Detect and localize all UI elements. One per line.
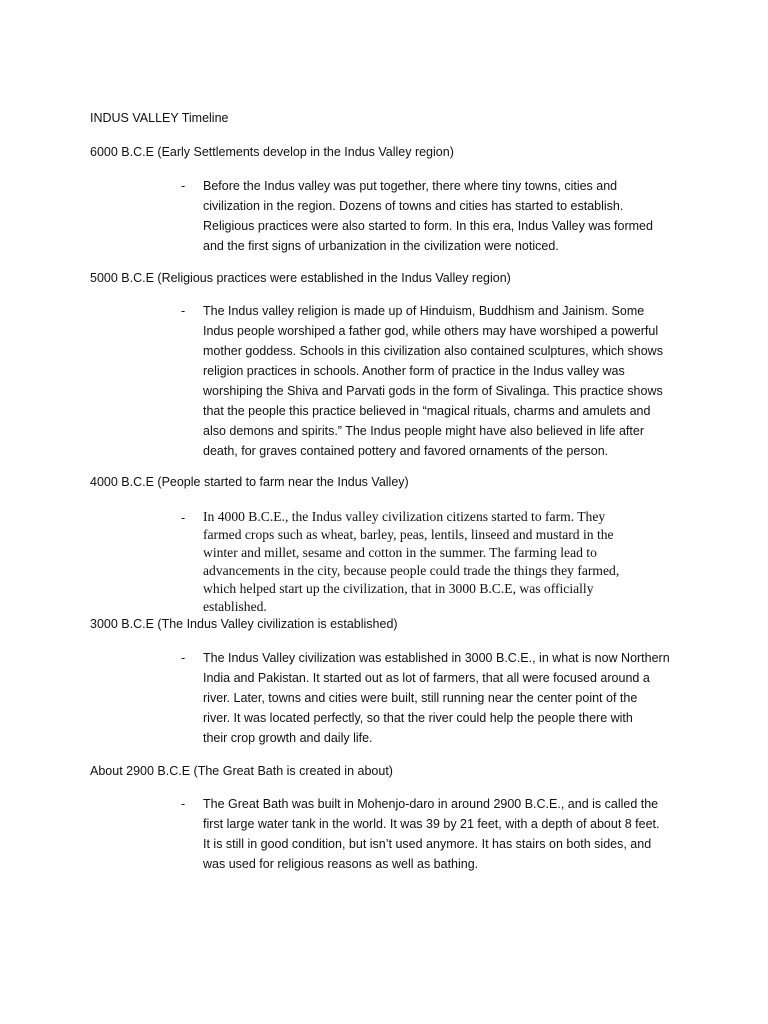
body-line: also demons and spirits.” The Indus people might have also believed in life after (203, 424, 644, 438)
bullet-marker: - (181, 651, 186, 665)
body-line: and the first signs of urbanization in the civilization were noticed. (203, 239, 559, 253)
bullet-marker: - (181, 304, 186, 318)
bullet-marker: - (181, 511, 186, 525)
body-line: their crop growth and daily life. (203, 731, 373, 745)
body-line: India and Pakistan. It started out as lot of farmers, that all were focused around a (203, 671, 650, 685)
section-body-4000-bce (203, 508, 683, 616)
body-line: death, for graves contained pottery and favored ornaments of the person. (203, 444, 609, 458)
body-line: The Indus valley religion is made up of Hinduism, Buddhism and Jainism. Some (203, 304, 645, 318)
section-heading-2900-bce: About 2900 B.C.E (The Great Bath is created in about) (90, 764, 393, 778)
bullet-marker: - (181, 179, 186, 193)
body-line: river. Later, towns and cities were built, still running near the center point of the (203, 691, 638, 705)
body-line: Indus people worshiped a father god, while others may have worshiped a powerful (203, 324, 659, 338)
body-line: was used for religious reasons as well as bathing. (203, 857, 479, 871)
body-line: which helped start up the civilization, that in 3000 B.C.E, was officially (203, 581, 594, 596)
body-line: river. It was located perfectly, so that the river could help the people there with (203, 711, 633, 725)
body-line: It is still in good condition, but isn’t used anymore. It has stairs on both sides, and (203, 837, 652, 851)
section-body-3000-bce (203, 648, 683, 748)
body-line: advancements in the city, because people could trade the things they farmed, (203, 563, 620, 578)
body-line: Religious practices were also started to form. In this era, Indus Valley was formed (203, 219, 653, 233)
section-body-6000-bce (203, 176, 683, 256)
body-line: The Great Bath was built in Mohenjo-daro in around 2900 B.C.E., and is called the (203, 797, 659, 811)
body-line: mother goddess. Schools in this civilization also contained sculptures, which shows (203, 344, 663, 358)
body-line: farmed crops such as wheat, barley, peas, lentils, linseed and mustard in the (203, 527, 614, 542)
body-line: The Indus Valley civilization was established in 3000 B.C.E., in what is now Northern (203, 651, 670, 665)
body-line: established. (203, 599, 267, 614)
body-line: religion practices in schools. Another form of practice in the Indus valley was (203, 364, 625, 378)
section-heading-4000-bce: 4000 B.C.E (People started to farm near the Indus Valley) (90, 475, 409, 489)
body-line: that the people this practice believed in “magical rituals, charms and amulets and (203, 404, 651, 418)
body-line: worshiping the Shiva and Parvati gods in the form of Sivalinga. This practice shows (203, 384, 663, 398)
body-line: Before the Indus valley was put together, there where tiny towns, cities and (203, 179, 618, 193)
document-title: INDUS VALLEY Timeline (90, 111, 229, 125)
section-body-2900-bce (203, 794, 683, 874)
section-heading-5000-bce: 5000 B.C.E (Religious practices were established in the Indus Valley region) (90, 271, 511, 285)
body-line: In 4000 B.C.E., the Indus valley civilization citizens started to farm. They (203, 509, 606, 524)
bullet-marker: - (181, 797, 186, 811)
body-line: civilization in the region. Dozens of towns and cities has started to establish. (203, 199, 624, 213)
body-line: winter and millet, sesame and cotton in the summer. The farming lead to (203, 545, 597, 560)
section-heading-6000-bce: 6000 B.C.E (Early Settlements develop in the Indus Valley region) (90, 145, 454, 159)
section-body-5000-bce (203, 301, 683, 461)
body-line: first large water tank in the world. It was 39 by 21 feet, with a depth of about 8 feet. (203, 817, 660, 831)
section-heading-3000-bce: 3000 B.C.E (The Indus Valley civilization is established) (90, 617, 398, 631)
